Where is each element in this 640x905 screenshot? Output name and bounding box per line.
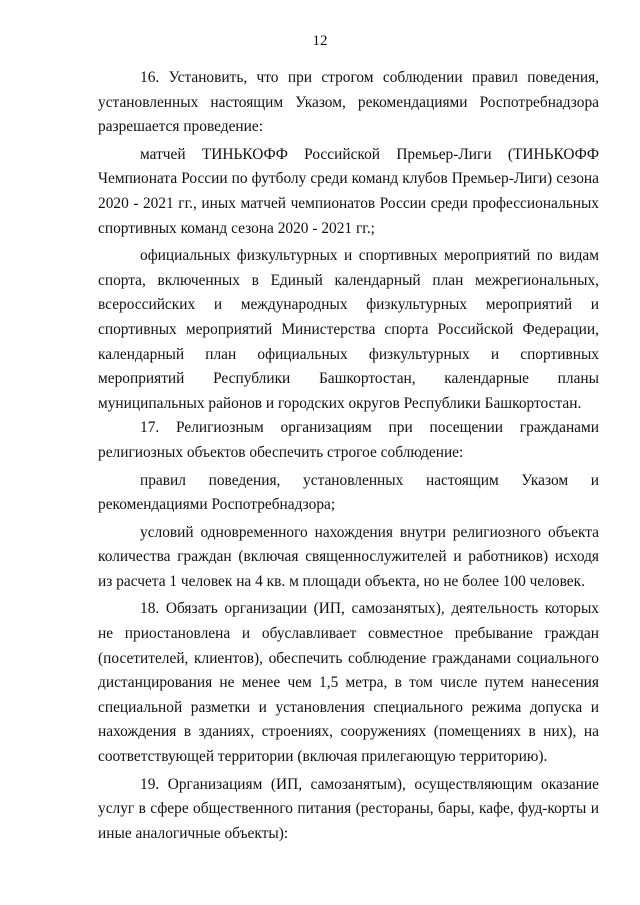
paragraph-16-item-sport-events: официальных физкультурных и спортивных мероприятий по видам спорта, включенных в Единый календарный план межрегиональных, всероссийских и международных физкультурных мероприятий и спортивных мероприятий Министерства спорта Российской Федерации, календарный план официальных физкультурных и спортивных мероприятий Республики Башкортостан, календарные планы муниципальных районов и городских округов Республики Башкортостан. <box>98 247 599 412</box>
document-body <box>98 66 599 846</box>
paragraph-17: 17. Религиозным организациям при посещении гражданами религиозных объектов обеспечить строгое соблюдение: <box>98 419 599 461</box>
page-number: 12 <box>312 33 328 49</box>
paragraph-17-item-occupancy: условий одновременного нахождения внутри религиозного объекта количества граждан (включая священнослужителей и работников) исходя из расчета 1 человек на 4 кв. м площади объекта, но не более 100 человек. <box>98 523 599 590</box>
paragraph-19: 19. Организациям (ИП, самозанятым), осуществляющим оказание услуг в сфере общественного питания (рестораны, бары, кафе, фуд-корты и иные аналогичные объекты): <box>98 775 599 842</box>
paragraph-17-item-rules: правил поведения, установленных настоящим Указом и рекомендациями Роспотребнадзора; <box>98 471 599 514</box>
paragraph-16: 16. Установить, что при строгом соблюдении правил поведения, установленных настоящим Указом, рекомендациями Роспотребнадзора разрешается проведение: <box>98 69 599 136</box>
paragraph-16-item-matches: матчей ТИНЬКОФФ Российской Премьер-Лиги (ТИНЬКОФФ Чемпионата России по футболу среди команд клубов Премьер-Лиги) сезона 2020 - 2021 гг., иных матчей чемпионатов России среди профессиональных спортивных команд сезона 2020 - 2021 гг.; <box>98 145 599 237</box>
paragraph-18: 18. Обязать организации (ИП, самозанятых), деятельность которых не приостановлена и обуславливает совместное пребывание граждан (посетителей, клиентов), обеспечить соблюдение гражданами социального дистанцирования не менее чем 1,5 метра, в том числе путем нанесения специальной разметки и установления специального режима допуска и нахождения в зданиях, строениях, сооружениях (помещениях в них), на соответствующей территории (включая прилегающую территорию). <box>98 600 599 766</box>
